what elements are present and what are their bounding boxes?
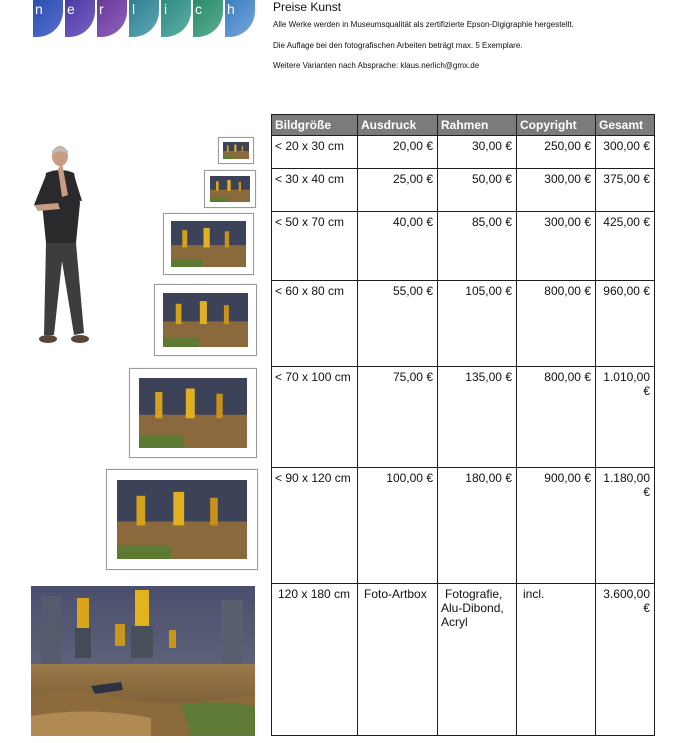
info-line-edition: Die Auflage bei den fotografischen Arbeiten beträgt max. 5 Exemplare. bbox=[273, 41, 523, 50]
cell-print: 25,00 € bbox=[358, 169, 438, 212]
framed-artwork-20x30 bbox=[218, 137, 254, 164]
framed-artwork-50x70 bbox=[163, 213, 254, 275]
frame-option: Acryl bbox=[441, 615, 468, 629]
cell-frame: 105,00 € bbox=[438, 281, 517, 367]
framed-artwork-70x100 bbox=[129, 368, 257, 458]
frame-option: Alu-Dibond, bbox=[441, 601, 504, 615]
cell-print: 40,00 € bbox=[358, 212, 438, 281]
cell-total: 1.180,00 € bbox=[596, 468, 655, 584]
cell-print: 75,00 € bbox=[358, 367, 438, 468]
table-row bbox=[272, 367, 655, 468]
cell-copyright: 900,00 € bbox=[517, 468, 596, 584]
info-line-quality: Alle Werke werden in Museumsqualität als zertifizierte Epson-Digigraphie hergestellt. bbox=[273, 20, 574, 29]
table-header-row bbox=[272, 115, 655, 136]
cell-total: 425,00 € bbox=[596, 212, 655, 281]
cell-copyright: 800,00 € bbox=[517, 367, 596, 468]
cell-print: Foto-Artbox bbox=[358, 584, 438, 736]
cell-size: < 90 x 120 cm bbox=[272, 468, 358, 584]
cell-print: 55,00 € bbox=[358, 281, 438, 367]
cell-frame: 30,00 € bbox=[438, 136, 517, 169]
framed-artwork-90x120 bbox=[106, 469, 258, 570]
cell-total: 960,00 € bbox=[596, 281, 655, 367]
logo-letter: n bbox=[35, 1, 43, 17]
cell-copyright: 800,00 € bbox=[517, 281, 596, 367]
logo-letter: i bbox=[164, 1, 168, 17]
cell-size: < 70 x 100 cm bbox=[272, 367, 358, 468]
logo-letter: l bbox=[132, 1, 136, 17]
cell-frame: 50,00 € bbox=[438, 169, 517, 212]
table-row bbox=[272, 169, 655, 212]
framed-artwork-60x80 bbox=[154, 284, 257, 356]
cell-size: < 30 x 40 cm bbox=[272, 169, 358, 212]
cell-copyright: 250,00 € bbox=[517, 136, 596, 169]
header-total: Gesamt bbox=[596, 115, 655, 136]
logo-letter: r bbox=[99, 1, 104, 17]
frame-option: Fotografie, bbox=[445, 587, 503, 601]
info-line-contact: Weitere Varianten nach Absprache: klaus.nerlich@gmx.de bbox=[273, 61, 480, 70]
cell-size: 120 x 180 cm bbox=[272, 584, 358, 736]
header-size: Bildgröße bbox=[272, 115, 358, 136]
nerlich-logo bbox=[33, 0, 257, 37]
cell-copyright: 300,00 € bbox=[517, 212, 596, 281]
logo-letter: e bbox=[67, 1, 75, 17]
cell-size: < 60 x 80 cm bbox=[272, 281, 358, 367]
cell-print: 100,00 € bbox=[358, 468, 438, 584]
table-row bbox=[272, 584, 655, 736]
cell-frame: 85,00 € bbox=[438, 212, 517, 281]
framed-artwork-30x40 bbox=[204, 170, 256, 208]
cell-frame: 135,00 € bbox=[438, 367, 517, 468]
price-table bbox=[271, 114, 655, 736]
header-print: Ausdruck bbox=[358, 115, 438, 136]
cell-frame: 180,00 € bbox=[438, 468, 517, 584]
table-row bbox=[272, 212, 655, 281]
artist-photo bbox=[24, 143, 98, 353]
cell-total: 375,00 € bbox=[596, 169, 655, 212]
artwork-120x180-artbox bbox=[31, 586, 255, 736]
cell-copyright: 300,00 € bbox=[517, 169, 596, 212]
header-frame: Rahmen bbox=[438, 115, 517, 136]
cell-size: < 50 x 70 cm bbox=[272, 212, 358, 281]
logo-letter: c bbox=[195, 1, 202, 17]
page-title: Preise Kunst bbox=[273, 0, 342, 14]
table-row bbox=[272, 468, 655, 584]
cell-total: 300,00 € bbox=[596, 136, 655, 169]
cell-size: < 20 x 30 cm bbox=[272, 136, 358, 169]
cell-print: 20,00 € bbox=[358, 136, 438, 169]
cell-total: 1.010,00 € bbox=[596, 367, 655, 468]
table-row bbox=[272, 136, 655, 169]
table-row bbox=[272, 281, 655, 367]
cell-total: 3.600,00 € bbox=[596, 584, 655, 736]
header-copyright: Copyright bbox=[517, 115, 596, 136]
cell-frame bbox=[438, 584, 517, 736]
cell-copyright: incl. bbox=[517, 584, 596, 736]
logo-letter: h bbox=[227, 1, 235, 17]
